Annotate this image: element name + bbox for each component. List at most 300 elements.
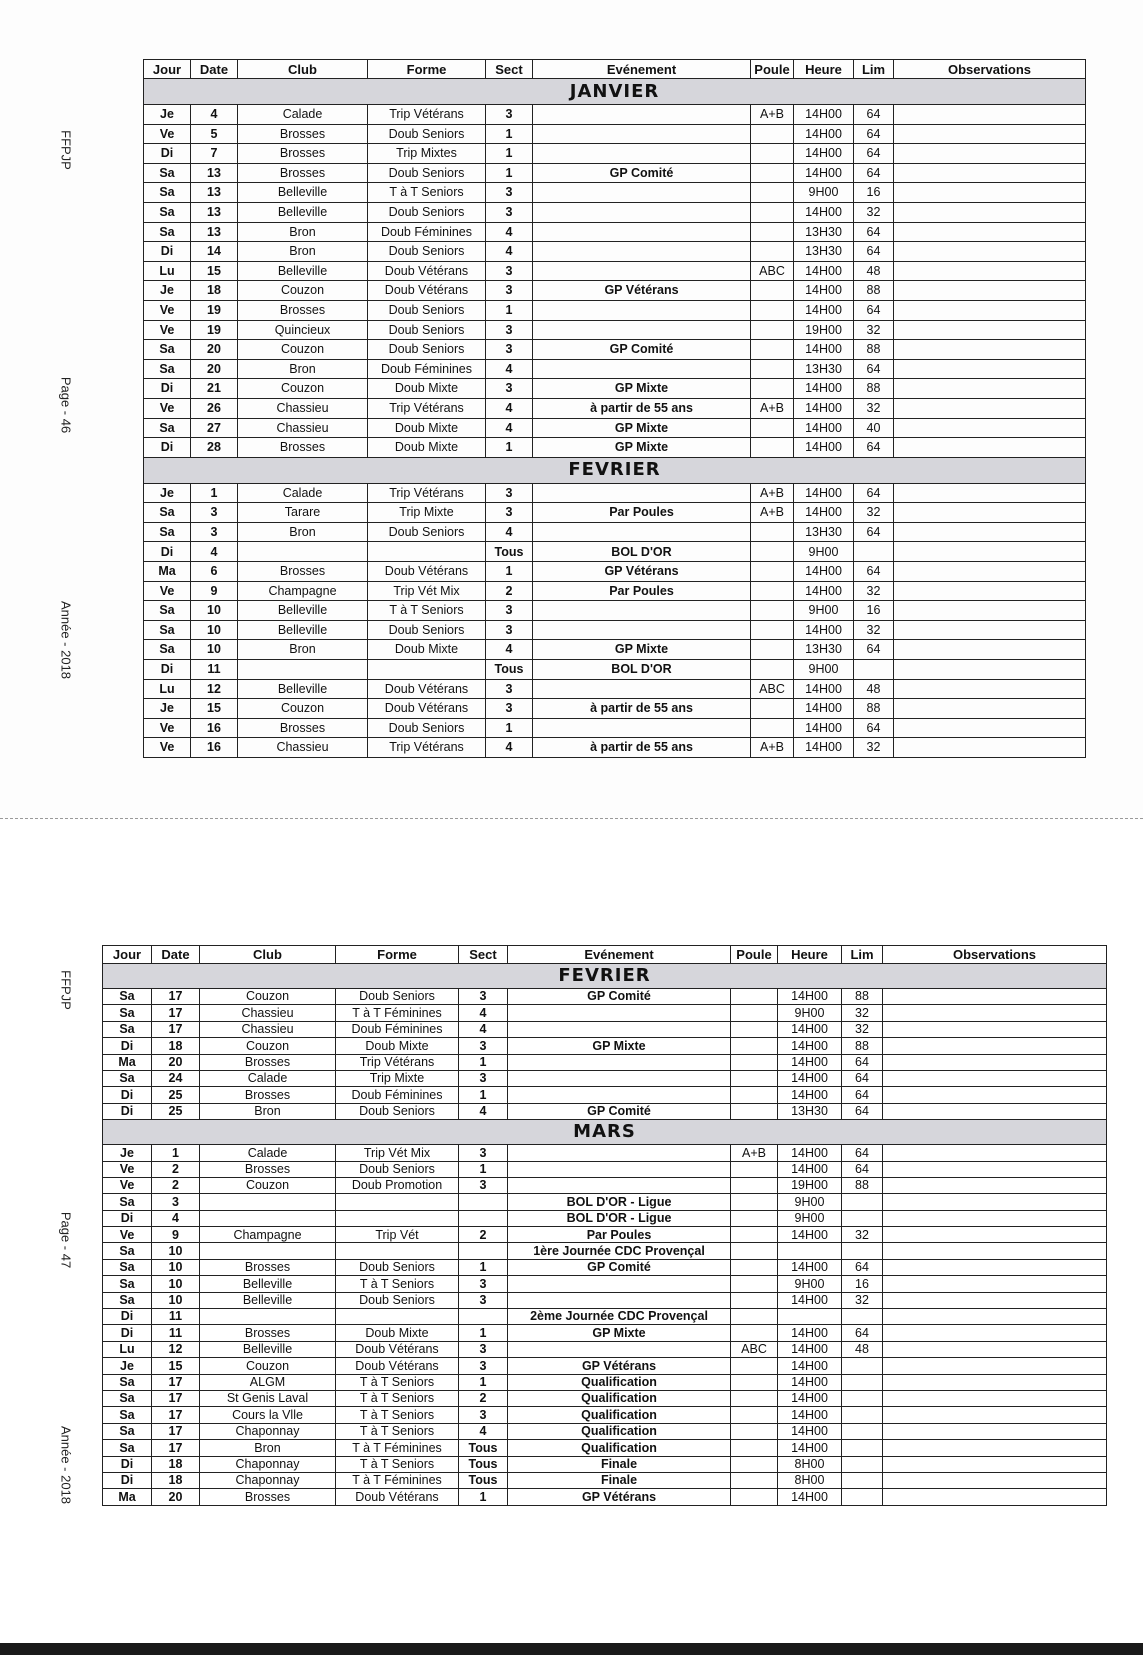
cell-date: 11	[152, 1325, 200, 1341]
cell-jour: Je	[103, 1145, 152, 1161]
cell-poule	[751, 379, 794, 399]
cell-obs	[883, 1021, 1107, 1037]
table-row	[103, 1374, 1107, 1390]
cell-club: Calade	[238, 483, 368, 503]
cell-club: Belleville	[200, 1292, 336, 1308]
cell-poule	[751, 522, 794, 542]
cell-forme: Doub Vétérans	[368, 679, 486, 699]
header-poule: Poule	[751, 60, 794, 79]
cell-heure: 13H30	[794, 222, 854, 242]
cell-forme	[336, 1194, 459, 1210]
cell-evt: GP Vétérans	[508, 1358, 731, 1374]
table-row	[144, 503, 1086, 523]
cell-lim	[842, 1440, 883, 1456]
cell-poule: ABC	[751, 679, 794, 699]
cell-lim: 16	[854, 183, 894, 203]
cell-evt: Qualification	[508, 1423, 731, 1439]
cell-forme: Trip Vétérans	[368, 398, 486, 418]
cell-sect: 4	[486, 522, 533, 542]
header-observations: Observations	[883, 946, 1107, 964]
cell-lim: 64	[854, 222, 894, 242]
cell-lim: 64	[854, 718, 894, 738]
cell-jour: Sa	[103, 1194, 152, 1210]
cell-jour: Di	[103, 1456, 152, 1472]
cell-obs	[894, 640, 1086, 660]
cell-club: Chassieu	[200, 1021, 336, 1037]
cell-evt: Par Poules	[533, 503, 751, 523]
scan-bottom-edge	[0, 1643, 1143, 1655]
cell-jour: Di	[103, 1087, 152, 1103]
cell-lim: 64	[842, 1325, 883, 1341]
cell-club: Bron	[238, 242, 368, 262]
cell-date: 18	[152, 1038, 200, 1054]
cell-club: Brosses	[238, 124, 368, 144]
cell-lim	[842, 1374, 883, 1390]
cell-evt: Qualification	[508, 1390, 731, 1406]
cell-poule	[751, 340, 794, 360]
cell-sect: 4	[486, 242, 533, 262]
cell-evt: GP Mixte	[508, 1038, 731, 1054]
cell-obs	[883, 1054, 1107, 1070]
cell-sect	[459, 1309, 508, 1325]
table-row	[103, 1276, 1107, 1292]
cell-date: 11	[152, 1309, 200, 1325]
cell-date: 10	[152, 1276, 200, 1292]
cell-lim: 32	[854, 581, 894, 601]
cell-forme: Doub Seniors	[368, 320, 486, 340]
cell-evt: Finale	[508, 1456, 731, 1472]
table-row	[144, 183, 1086, 203]
cell-jour: Ve	[144, 738, 191, 758]
cell-club: Calade	[238, 105, 368, 125]
cell-date: 3	[152, 1194, 200, 1210]
cell-obs	[894, 601, 1086, 621]
cell-jour: Sa	[144, 340, 191, 360]
cell-club: Brosses	[200, 1259, 336, 1275]
cell-obs	[883, 1489, 1107, 1505]
cell-date: 17	[152, 1374, 200, 1390]
header-forme: Forme	[336, 946, 459, 964]
cell-jour: Lu	[144, 679, 191, 699]
cell-obs	[883, 1177, 1107, 1193]
cell-forme: Doub Vétérans	[336, 1358, 459, 1374]
cell-jour: Di	[144, 542, 191, 562]
cell-date: 3	[191, 522, 238, 542]
cell-obs	[883, 1390, 1107, 1406]
cell-sect: 3	[486, 483, 533, 503]
cell-poule	[731, 1087, 778, 1103]
cell-date: 2	[152, 1177, 200, 1193]
cell-date: 24	[152, 1070, 200, 1086]
cell-obs	[883, 1103, 1107, 1119]
cell-evt	[508, 1276, 731, 1292]
cell-lim: 40	[854, 418, 894, 438]
cell-lim: 64	[842, 1054, 883, 1070]
cell-evt: GP Mixte	[533, 379, 751, 399]
cell-sect: 3	[459, 1407, 508, 1423]
cell-date: 10	[152, 1292, 200, 1308]
cell-forme: T à T Seniors	[336, 1276, 459, 1292]
cell-sect: 1	[459, 1489, 508, 1505]
cell-lim: 32	[854, 202, 894, 222]
cell-date: 4	[152, 1210, 200, 1226]
cell-forme: Doub Seniors	[368, 300, 486, 320]
cell-lim	[842, 1358, 883, 1374]
cell-date: 15	[191, 261, 238, 281]
cell-obs	[894, 660, 1086, 680]
cell-evt	[508, 1341, 731, 1357]
cell-lim: 64	[854, 438, 894, 458]
cell-jour: Ve	[144, 581, 191, 601]
cell-lim: 32	[842, 1227, 883, 1243]
cell-club: Brosses	[238, 300, 368, 320]
cell-obs	[883, 1341, 1107, 1357]
cell-obs	[894, 522, 1086, 542]
cell-obs	[883, 1374, 1107, 1390]
cell-heure: 13H30	[794, 640, 854, 660]
cell-date: 20	[191, 340, 238, 360]
cell-sect: Tous	[459, 1456, 508, 1472]
table-row	[144, 640, 1086, 660]
cell-sect: 4	[486, 640, 533, 660]
cell-evt	[533, 144, 751, 164]
cell-lim: 64	[842, 1070, 883, 1086]
cell-lim: 48	[854, 679, 894, 699]
table-row	[103, 1210, 1107, 1226]
cell-jour: Sa	[103, 1374, 152, 1390]
table-row	[103, 1390, 1107, 1406]
cell-club: St Genis Laval	[200, 1390, 336, 1406]
cell-date: 3	[191, 503, 238, 523]
cell-club: Couzon	[238, 379, 368, 399]
cell-sect: 3	[459, 1070, 508, 1086]
cell-evt: GP Comité	[533, 163, 751, 183]
cell-lim: 32	[854, 503, 894, 523]
cell-sect: 1	[486, 562, 533, 582]
cell-club: Cours la Vlle	[200, 1407, 336, 1423]
cell-jour: Ve	[144, 398, 191, 418]
cell-evt	[508, 1145, 731, 1161]
cell-poule	[731, 1407, 778, 1423]
cell-lim: 64	[854, 105, 894, 125]
cell-obs	[883, 1472, 1107, 1488]
cell-forme: T à T Seniors	[336, 1390, 459, 1406]
cell-jour: Sa	[103, 1423, 152, 1439]
cell-jour: Ve	[103, 1177, 152, 1193]
table-row	[103, 1309, 1107, 1325]
cell-evt	[533, 124, 751, 144]
cell-poule	[751, 601, 794, 621]
cell-heure: 14H00	[794, 144, 854, 164]
cell-evt: à partir de 55 ans	[533, 699, 751, 719]
cell-forme	[368, 542, 486, 562]
cell-club: Bron	[200, 1103, 336, 1119]
table-row	[144, 340, 1086, 360]
cell-evt: BOL D'OR - Ligue	[508, 1210, 731, 1226]
cell-club	[200, 1194, 336, 1210]
cell-forme: Doub Mixte	[368, 640, 486, 660]
cell-date: 18	[152, 1456, 200, 1472]
cell-lim: 88	[854, 281, 894, 301]
cell-heure	[778, 1309, 842, 1325]
cell-club: Chaponnay	[200, 1456, 336, 1472]
header-evenement: Evénement	[508, 946, 731, 964]
table-row	[103, 1070, 1107, 1086]
cell-heure: 14H00	[778, 1423, 842, 1439]
cell-sect: 1	[486, 163, 533, 183]
cell-sect: 3	[486, 340, 533, 360]
cell-jour: Ve	[103, 1227, 152, 1243]
cell-date: 18	[152, 1472, 200, 1488]
cell-sect: 1	[459, 1259, 508, 1275]
cell-sect: 3	[486, 503, 533, 523]
cell-poule	[731, 989, 778, 1005]
cell-lim: 64	[854, 640, 894, 660]
cell-heure: 14H00	[778, 1341, 842, 1357]
cell-jour: Di	[144, 660, 191, 680]
cell-jour: Sa	[144, 163, 191, 183]
cell-club: Brosses	[200, 1489, 336, 1505]
cell-date: 20	[191, 359, 238, 379]
cell-forme: Doub Seniors	[368, 202, 486, 222]
cell-forme: Trip Mixte	[336, 1070, 459, 1086]
cell-sect: 1	[486, 124, 533, 144]
cell-obs	[883, 1309, 1107, 1325]
cell-poule	[751, 640, 794, 660]
cell-obs	[894, 438, 1086, 458]
cell-date: 17	[152, 1005, 200, 1021]
cell-forme: Doub Seniors	[368, 163, 486, 183]
month-row	[103, 964, 1107, 989]
cell-heure: 14H00	[778, 1259, 842, 1275]
cell-club: Belleville	[238, 202, 368, 222]
cell-lim: 32	[854, 620, 894, 640]
cell-jour: Sa	[103, 1276, 152, 1292]
cell-date: 18	[191, 281, 238, 301]
cell-forme: Doub Vétérans	[368, 562, 486, 582]
table-row	[103, 1456, 1107, 1472]
cell-date: 15	[191, 699, 238, 719]
cell-obs	[894, 183, 1086, 203]
table-row	[103, 1472, 1107, 1488]
cell-forme: Doub Seniors	[336, 1161, 459, 1177]
cell-club: Brosses	[200, 1325, 336, 1341]
cell-jour: Ve	[103, 1161, 152, 1177]
table-row	[103, 1054, 1107, 1070]
cell-forme: Doub Seniors	[368, 718, 486, 738]
cell-poule	[751, 660, 794, 680]
cell-forme: Trip Vét Mix	[368, 581, 486, 601]
cell-date: 16	[191, 718, 238, 738]
cell-forme: Trip Vétérans	[368, 105, 486, 125]
cell-heure: 14H00	[794, 503, 854, 523]
cell-obs	[894, 340, 1086, 360]
cell-heure: 14H00	[794, 124, 854, 144]
cell-sect: 1	[486, 300, 533, 320]
cell-sect: 1	[486, 438, 533, 458]
cell-club: Calade	[200, 1145, 336, 1161]
cell-club: ALGM	[200, 1374, 336, 1390]
cell-evt: BOL D'OR	[533, 542, 751, 562]
cell-forme: Doub Mixte	[368, 379, 486, 399]
cell-lim: 64	[854, 300, 894, 320]
cell-sect: 3	[486, 320, 533, 340]
table-row	[103, 1038, 1107, 1054]
cell-date: 13	[191, 202, 238, 222]
cell-evt: Qualification	[508, 1374, 731, 1390]
cell-sect: 1	[486, 144, 533, 164]
cell-lim: 64	[854, 163, 894, 183]
cell-heure: 9H00	[794, 660, 854, 680]
cell-date: 10	[191, 640, 238, 660]
cell-club: Belleville	[200, 1341, 336, 1357]
cell-jour: Ve	[144, 718, 191, 738]
header-heure: Heure	[778, 946, 842, 964]
cell-poule	[731, 1440, 778, 1456]
cell-club	[238, 660, 368, 680]
cell-date: 1	[191, 483, 238, 503]
cell-sect	[459, 1243, 508, 1259]
cell-heure: 14H00	[778, 1227, 842, 1243]
table-row	[103, 1358, 1107, 1374]
cell-date: 12	[152, 1341, 200, 1357]
cell-obs	[883, 989, 1107, 1005]
table-row	[103, 1087, 1107, 1103]
cell-jour: Sa	[103, 1292, 152, 1308]
cell-forme: Doub Mixte	[336, 1038, 459, 1054]
cell-club: Chassieu	[238, 398, 368, 418]
cell-forme: Doub Seniors	[368, 124, 486, 144]
cell-heure: 14H00	[794, 562, 854, 582]
cell-lim: 64	[854, 483, 894, 503]
cell-obs	[894, 620, 1086, 640]
cell-poule	[731, 1472, 778, 1488]
cell-forme: Doub Féminines	[336, 1087, 459, 1103]
cell-evt	[533, 620, 751, 640]
cell-date: 1	[152, 1145, 200, 1161]
cell-lim	[842, 1456, 883, 1472]
cell-heure: 14H00	[778, 1374, 842, 1390]
cell-evt: BOL D'OR - Ligue	[508, 1194, 731, 1210]
table-row	[144, 202, 1086, 222]
cell-sect: 1	[459, 1325, 508, 1341]
cell-sect: 4	[459, 1103, 508, 1119]
cell-evt	[508, 1021, 731, 1037]
cell-poule: A+B	[751, 105, 794, 125]
table-row	[144, 320, 1086, 340]
cell-sect: 3	[459, 1276, 508, 1292]
cell-club: Chaponnay	[200, 1423, 336, 1439]
cell-evt	[533, 522, 751, 542]
cell-club: Belleville	[238, 620, 368, 640]
cell-club: Couzon	[200, 1038, 336, 1054]
cell-obs	[894, 300, 1086, 320]
cell-jour: Ma	[103, 1054, 152, 1070]
header-heure: Heure	[794, 60, 854, 79]
table-row	[103, 1005, 1107, 1021]
cell-evt: Qualification	[508, 1407, 731, 1423]
cell-poule	[731, 1070, 778, 1086]
cell-sect: 3	[459, 1341, 508, 1357]
cell-evt: GP Vétérans	[533, 562, 751, 582]
cell-heure: 14H00	[778, 1407, 842, 1423]
cell-club: Bron	[238, 359, 368, 379]
cell-heure: 14H00	[794, 483, 854, 503]
cell-jour: Di	[144, 438, 191, 458]
cell-lim: 32	[854, 320, 894, 340]
cell-sect: 1	[486, 718, 533, 738]
cell-evt	[533, 202, 751, 222]
cell-jour: Lu	[103, 1341, 152, 1357]
cell-evt: GP Comité	[508, 1259, 731, 1275]
cell-heure: 13H30	[794, 359, 854, 379]
cell-lim: 88	[842, 1038, 883, 1054]
cell-heure: 13H30	[794, 522, 854, 542]
cell-obs	[894, 562, 1086, 582]
table-row	[144, 483, 1086, 503]
table-row	[144, 620, 1086, 640]
cell-evt: 2ème Journée CDC Provençal	[508, 1309, 731, 1325]
cell-evt	[533, 679, 751, 699]
cell-sect: Tous	[459, 1440, 508, 1456]
cell-heure: 14H00	[794, 300, 854, 320]
cell-jour: Sa	[103, 1005, 152, 1021]
cell-sect: 3	[486, 183, 533, 203]
cell-evt	[533, 105, 751, 125]
cell-date: 13	[191, 163, 238, 183]
table-row	[103, 1292, 1107, 1308]
cell-obs	[883, 1259, 1107, 1275]
header-sect: Sect	[486, 60, 533, 79]
cell-evt	[533, 483, 751, 503]
cell-lim: 64	[854, 562, 894, 582]
month-heading: MARS	[103, 1120, 1107, 1145]
cell-club: Couzon	[200, 1177, 336, 1193]
cell-evt	[508, 1005, 731, 1021]
cell-club: Bron	[238, 640, 368, 660]
cell-jour: Sa	[144, 620, 191, 640]
cell-forme: Trip Mixtes	[368, 144, 486, 164]
cell-date: 10	[191, 601, 238, 621]
table-row	[144, 542, 1086, 562]
cell-evt: GP Mixte	[508, 1325, 731, 1341]
cell-sect: Tous	[486, 660, 533, 680]
cell-date: 17	[152, 1440, 200, 1456]
cell-lim: 64	[854, 242, 894, 262]
cell-heure: 19H00	[794, 320, 854, 340]
cell-club: Brosses	[200, 1054, 336, 1070]
cell-heure: 13H30	[794, 242, 854, 262]
cell-jour: Di	[103, 1472, 152, 1488]
cell-heure: 14H00	[794, 738, 854, 758]
cell-sect: 3	[459, 1292, 508, 1308]
month-heading: FEVRIER	[103, 964, 1107, 989]
cell-sect: 3	[459, 1177, 508, 1193]
cell-heure: 14H00	[778, 1145, 842, 1161]
table-row	[103, 1243, 1107, 1259]
table-row	[103, 1341, 1107, 1357]
cell-evt	[533, 320, 751, 340]
table-row	[144, 679, 1086, 699]
cell-heure: 19H00	[778, 1177, 842, 1193]
cell-sect: 3	[486, 679, 533, 699]
cell-obs	[894, 222, 1086, 242]
cell-club	[200, 1309, 336, 1325]
cell-date: 10	[152, 1243, 200, 1259]
cell-heure: 14H00	[794, 163, 854, 183]
cell-jour: Di	[103, 1103, 152, 1119]
cell-club: Chassieu	[200, 1005, 336, 1021]
